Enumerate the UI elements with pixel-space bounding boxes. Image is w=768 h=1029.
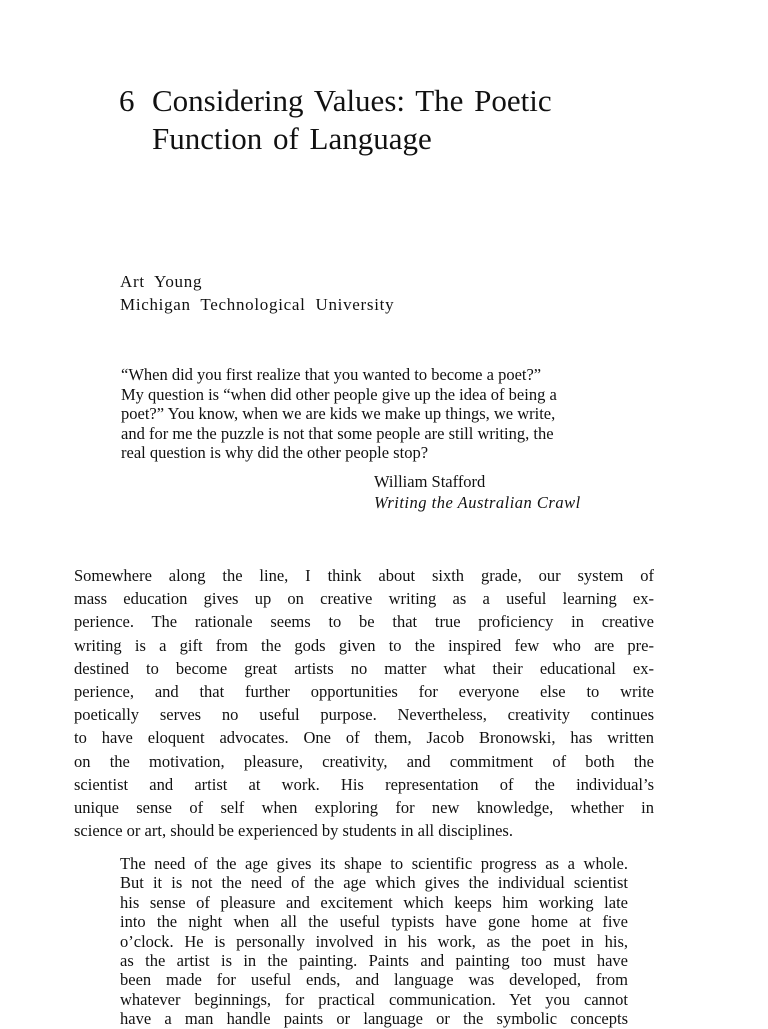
block-quote — [120, 854, 628, 1029]
author-name: Art Young — [120, 272, 203, 291]
block-quote-line: been made for useful ends, and language was developed, from — [120, 970, 628, 990]
body-line: writing is a gift from the gods given to the inspired few who are pre- — [74, 635, 654, 655]
block-quote-line: whatever beginnings, for practical communication. Yet you cannot — [120, 989, 628, 1009]
block-quote-line: o’clock. He is personally involved in his work, as the poet in his, — [120, 931, 628, 951]
block-quote-line: into the night when all the useful typists have gone home at five — [120, 912, 628, 932]
epigraph-line: poet?” You know, when we are kids we make up things, we write, — [121, 404, 556, 423]
chapter-number: 6 — [119, 83, 135, 118]
body-line: poetically serves no useful purpose. Nevertheless, creativity continues — [74, 705, 654, 725]
epigraph — [121, 365, 631, 463]
epigraph-line: My question is “when did other people give up the idea of being a — [121, 384, 557, 404]
chapter-title-line-2: Function of Language — [152, 121, 432, 156]
body-line: mass education gives up on creative writing as a useful learning ex- — [74, 589, 654, 609]
block-quote-line: as the artist is in the painting. Paints and painting too must have — [120, 951, 628, 971]
epigraph-line: and for me the puzzle is not that some people are still writing, the — [121, 423, 554, 443]
body-line: perience. The rationale seems to be that true proficiency in creative — [74, 612, 654, 632]
chapter-title — [119, 82, 679, 158]
attribution-name: William Stafford — [374, 472, 486, 491]
author-block — [120, 270, 394, 316]
epigraph-attribution — [374, 471, 581, 513]
block-quote-line: have a man handle paints or language or the symbolic concepts — [120, 1009, 628, 1029]
chapter-title-line-1: Considering Values: The Poetic — [152, 83, 552, 118]
block-quote-line: But it is not the need of the age which gives the individual scientist — [120, 873, 628, 893]
body-line: science or art, should be experienced by students in all disciplines. — [74, 821, 513, 841]
block-quote-line: The need of the age gives its shape to scientific progress as a whole. — [120, 854, 628, 873]
body-line: perience, and that further opportunities for everyone else to write — [74, 682, 654, 702]
author-affiliation: Michigan Technological University — [120, 295, 395, 314]
body-paragraph — [74, 564, 654, 842]
epigraph-line: real question is why did the other people stop? — [121, 443, 429, 462]
body-line: unique sense of self when exploring for new knowledge, whether in — [74, 798, 654, 818]
body-line: scientist and artist at work. His representation of the individual’s — [74, 774, 654, 794]
attribution-source: Writing the Australian Crawl — [374, 493, 581, 512]
epigraph-line: “When did you first realize that you wanted to become a poet?” — [121, 365, 542, 384]
body-line: to have eloquent advocates. One of them, Jacob Bronowski, has written — [74, 728, 654, 748]
block-quote-line: his sense of pleasure and excitement which keeps him working late — [120, 892, 628, 912]
body-line: on the motivation, pleasure, creativity, and commitment of both the — [74, 751, 654, 771]
body-line: Somewhere along the line, I think about sixth grade, our system of — [74, 566, 654, 585]
body-line: destined to become great artists no matter what their educational ex- — [74, 658, 654, 678]
